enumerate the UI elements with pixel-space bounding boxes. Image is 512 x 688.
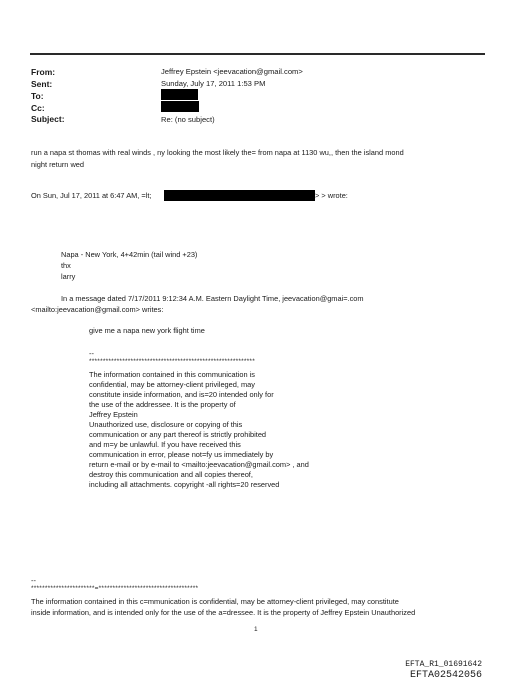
outer-stars-divider: ***********************=************************************ <box>31 585 199 592</box>
inner-disclaimer-line: Jeffrey Epstein <box>89 410 138 419</box>
inner-disclaimer-line: Unauthorized use, disclosure or copying of this <box>89 420 243 429</box>
inner-disclaimer-line: communication in error, please not=fy us immediately by <box>89 450 274 459</box>
cc-label: Cc: <box>31 103 45 113</box>
quote-intro-prefix: On Sun, Jul 17, 2011 at 6:47 AM, =lt; <box>31 191 152 200</box>
footer-id-2: EFTA02542056 <box>409 670 482 681</box>
page-number: 1 <box>254 626 258 633</box>
sent-value: Sunday, July 17, 2011 1:53 PM <box>161 79 266 88</box>
quote-intro-suffix: > > wrote: <box>315 191 348 200</box>
message-line-2: night return wed <box>31 160 84 169</box>
outer-disclaimer-line-2: inside information, and is intended only for the use of the a=dressee. It is the property of Jeffrey Epstein Unauthorized <box>31 608 416 617</box>
nested-intro-line-2: <mailto:jeevacation@gmail.com> writes: <box>31 305 164 314</box>
from-label: From: <box>31 67 56 77</box>
outer-disclaimer-line-1: The information contained in this c=mmunication is confidential, may be attorney-client privileged, may constitute <box>31 597 399 606</box>
nested-intro-line-1: In a message dated 7/17/2011 9:12:34 A.M. Eastern Daylight Time, jeevacation@gmai=.com <box>61 294 364 303</box>
reply-line-1: Napa - New York, 4+42min (tail wind +23) <box>61 250 198 259</box>
inner-disclaimer-line: confidential, may be attorney-client privileged, may <box>89 380 255 389</box>
inner-disclaimer-line: and m=y be unlawful. If you have received this <box>89 440 241 449</box>
footer-id-1: EFTA_R1_01691642 <box>405 660 482 669</box>
inner-disclaimer-line: including all attachments. copyright -all rights=20 reserved <box>89 480 280 489</box>
inner-disclaimer-line: communication or any part thereof is strictly prohibited <box>89 430 267 439</box>
reply-line-3: larry <box>61 272 76 281</box>
subject-value: Re: (no subject) <box>161 115 215 124</box>
to-label: To: <box>31 91 44 101</box>
to-redaction <box>161 89 198 100</box>
inner-disclaimer-line: return e-mail or by e-mail to <mailto:jeevacation@gmail.com> , and <box>89 460 309 469</box>
message-line-1: run a napa st thomas with real winds , ny looking the most likely the= from napa at 1130 wu,, then the island mond <box>31 148 404 157</box>
sent-label: Sent: <box>31 79 53 89</box>
cc-redaction <box>161 101 199 112</box>
inner-stars-divider: ************************************************************ <box>89 358 255 365</box>
subject-label: Subject: <box>31 114 65 124</box>
header-top-rule <box>30 53 485 55</box>
inner-disclaimer-line: constitute inside information, and is=20 intended only for <box>89 390 274 399</box>
outer-dashes: -- <box>31 576 36 585</box>
inner-disclaimer <box>89 370 309 490</box>
reply-line-2: thx <box>61 261 71 270</box>
from-value: Jeffrey Epstein <jeevacation@gmail.com> <box>161 67 303 76</box>
email-redaction <box>164 190 315 201</box>
inner-disclaimer-line: The information contained in this communication is <box>89 370 255 379</box>
request-text: give me a napa new york flight time <box>89 326 205 335</box>
inner-dashes: -- <box>89 349 94 358</box>
inner-disclaimer-line: destroy this communication and all copies thereof, <box>89 470 253 479</box>
inner-disclaimer-line: the use of the addressee. It is the property of <box>89 400 236 409</box>
